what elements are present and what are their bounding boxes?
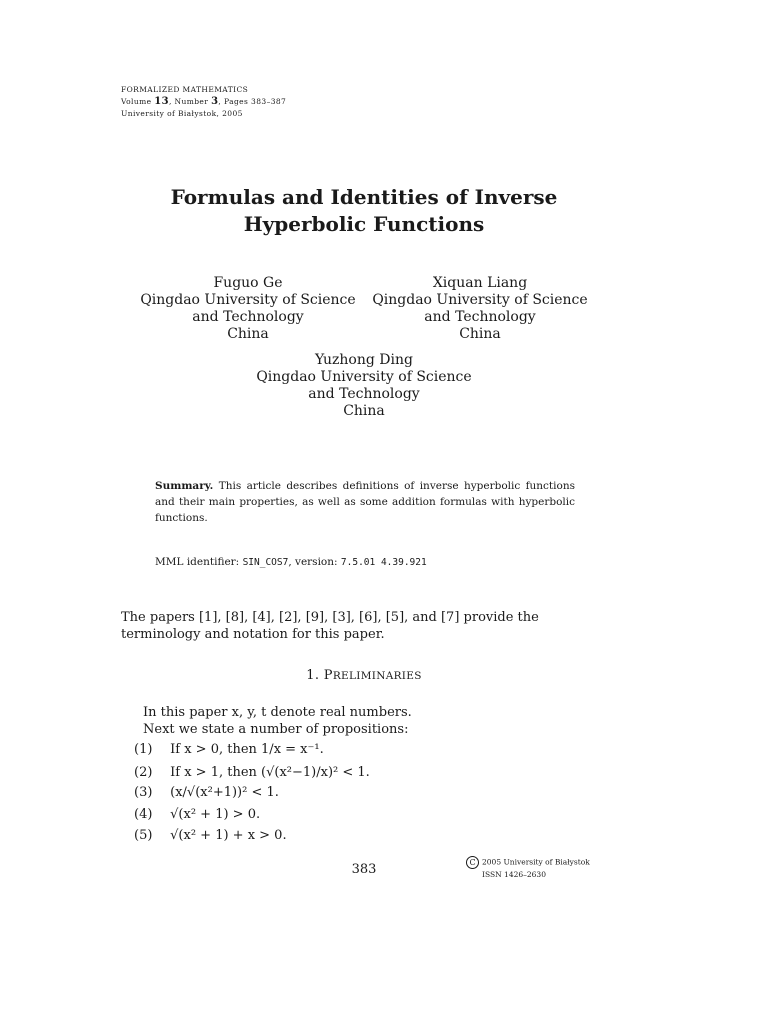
- author-affiliation: Qingdao University of Science: [140, 292, 356, 308]
- author-block: [244, 352, 484, 420]
- proposition-number: (4): [134, 807, 153, 822]
- mml-id: SIN_COS7: [242, 557, 289, 568]
- author-country: China: [227, 326, 269, 342]
- body-line: Next we state a number of propositions:: [143, 722, 409, 737]
- summary-label: Summary.: [155, 480, 214, 492]
- author-block: [128, 275, 368, 343]
- proposition-number: (3): [134, 785, 153, 800]
- issn: ISSN 1426–2630: [482, 870, 546, 879]
- proposition-text: √(x² + 1) > 0.: [170, 807, 261, 822]
- proposition-number: (5): [134, 828, 153, 843]
- body-line: In this paper x, y, t denote real numbers.: [143, 705, 412, 720]
- copyright-text: 2005 University of Białystok: [482, 857, 590, 867]
- author-block: [360, 275, 600, 343]
- issue-number: 3: [211, 96, 219, 107]
- author-country: China: [343, 403, 385, 419]
- proposition-number: (1): [134, 742, 153, 757]
- mml-version: 7.5.01 4.39.921: [340, 557, 427, 568]
- journal-header: [121, 84, 286, 120]
- intro-paragraph: The papers [1], [8], [4], [2], [9], [3], [6], [5], and [7] provide the terminology and notation for this paper.: [121, 610, 539, 642]
- author-affiliation: Qingdao University of Science: [372, 292, 588, 308]
- proposition-number: (2): [134, 765, 153, 780]
- proposition: [134, 765, 370, 780]
- copyright-block: [466, 856, 590, 880]
- journal-publisher: University of Białystok, 2005: [121, 109, 243, 118]
- volume-number: 13: [154, 96, 169, 107]
- copyright-icon: C: [466, 856, 479, 869]
- journal-name: FORMALIZED MATHEMATICS: [121, 85, 249, 94]
- proposition: [134, 742, 324, 757]
- paper-title: Formulas and Identities of Inverse Hyperbolic Functions: [170, 185, 558, 236]
- proposition: [134, 828, 287, 843]
- page-range: Pages 383–387: [224, 97, 287, 106]
- page-number: 383: [351, 862, 377, 877]
- proposition-text: If x > 1, then (√(x²−1)/x)² < 1.: [170, 765, 370, 780]
- proposition-text: √(x² + 1) + x > 0.: [170, 828, 287, 843]
- mml-identifier: MML identifier: SIN_COS7, version: 7.5.01 4.39.921: [155, 556, 427, 568]
- journal-volume-line: Volume 13, Number 3, Pages 383–387: [121, 96, 287, 107]
- section-heading: 1. PRELIMINARIES: [306, 668, 422, 683]
- author-country: China: [459, 326, 501, 342]
- author-name: Fuguo Ge: [213, 275, 283, 291]
- author-affiliation: and Technology: [192, 309, 304, 325]
- proposition-text: (x/√(x²+1))² < 1.: [170, 785, 279, 800]
- section-number: 1.: [306, 668, 320, 683]
- author-affiliation: Qingdao University of Science: [256, 369, 472, 385]
- summary-text: This article describes definitions of inverse hyperbolic functions and their main properties, as well as some addition formulas with hyperbolic functions.: [155, 480, 575, 524]
- summary: [155, 478, 575, 526]
- proposition: [134, 807, 260, 822]
- author-name: Xiquan Liang: [432, 275, 528, 291]
- proposition: [134, 785, 279, 800]
- proposition-text: If x > 0, then 1/x = x⁻¹.: [170, 742, 324, 757]
- author-affiliation: and Technology: [424, 309, 536, 325]
- author-name: Yuzhong Ding: [315, 352, 413, 368]
- author-affiliation: and Technology: [308, 386, 420, 402]
